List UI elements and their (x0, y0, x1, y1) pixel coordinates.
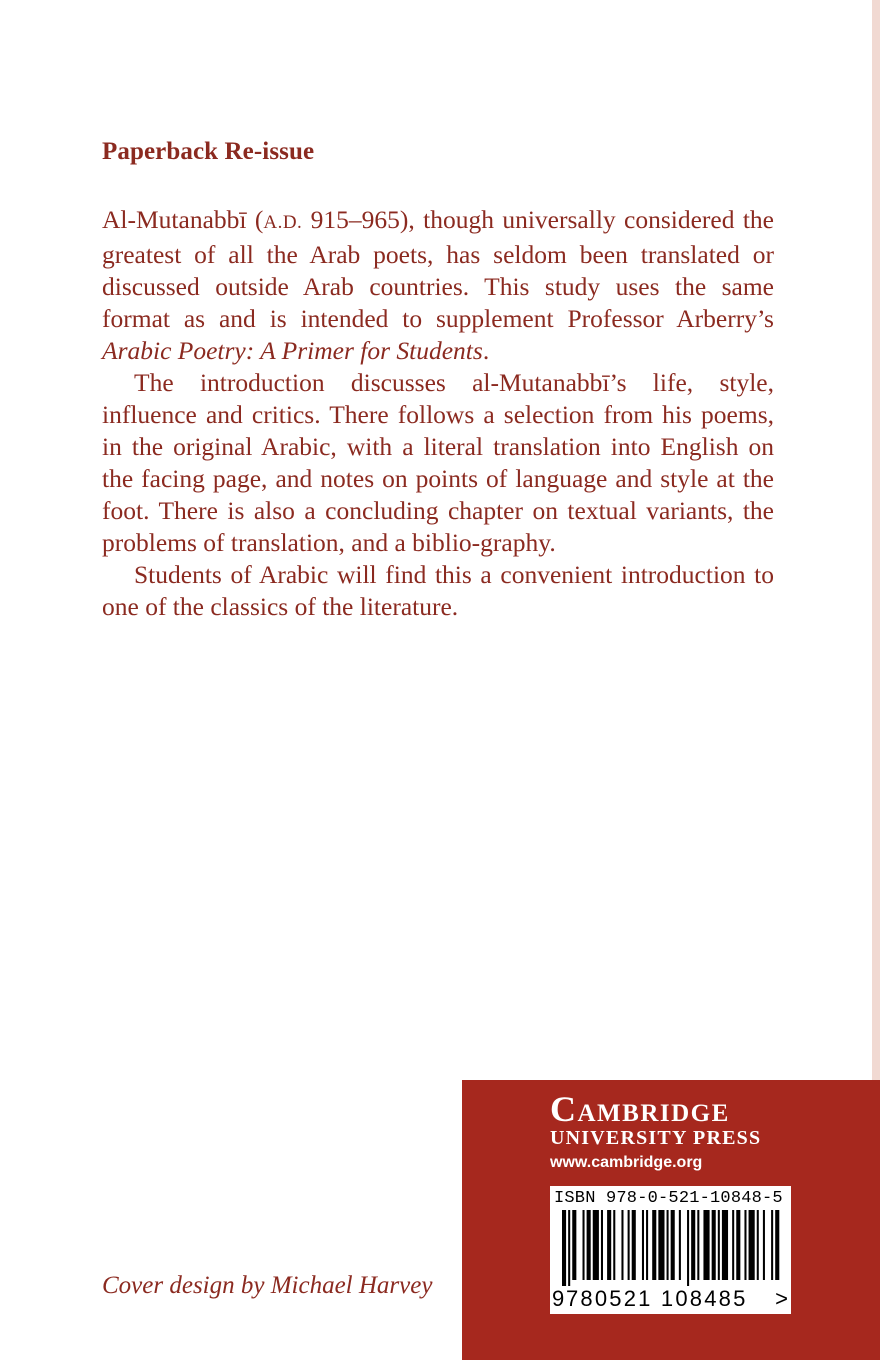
barcode-bar (718, 1210, 720, 1280)
publisher-panel (462, 1080, 880, 1360)
barcode-bar (667, 1210, 669, 1280)
barcode-bar (687, 1210, 689, 1286)
barcode-bar (562, 1210, 566, 1286)
barcode-bar (613, 1210, 615, 1280)
publisher-subtitle: UNIVERSITY PRESS (550, 1127, 762, 1149)
blurb-paragraph-2: The introduction discusses al-Mutanabbī’s life, style, influence and critics. There follows a selection from his poems, in the original Arabic, with a literal translation into English on the facing page, and notes on points of language and style at the foot. There is also a concluding chapter on textual variants, the problems of translation, and a biblio-graphy. (102, 368, 774, 557)
barcode-bar (658, 1210, 664, 1280)
book-title-reference: Arabic Poetry: A Primer for Students (102, 336, 483, 365)
barcode-bar (775, 1210, 779, 1280)
publisher-url[interactable]: www.cambridge.org (550, 1154, 703, 1171)
cover-design-credit: Cover design by Michael Harvey (102, 1272, 433, 1299)
barcode-bar (712, 1210, 716, 1280)
publisher-name: Cambridge (550, 1089, 730, 1129)
barcode-bar (572, 1210, 576, 1280)
cover-edge-strip (872, 0, 880, 1080)
description-blurb (102, 204, 774, 623)
barcode-bar (628, 1210, 630, 1280)
barcode-bar (593, 1210, 599, 1280)
barcode-bar (703, 1210, 709, 1280)
barcode-bar (621, 1210, 623, 1280)
barcode-bar (744, 1210, 746, 1280)
barcode-bar (763, 1210, 765, 1280)
blurb-paragraph-3: Students of Arabic will find this a convenient introduction to one of the classics of the literature. (102, 560, 774, 621)
barcode-bar (697, 1210, 699, 1280)
isbn-label: ISBN 978-0-521-10848-5 (554, 1189, 783, 1208)
barcode-bar (601, 1210, 603, 1280)
barcode-bar (732, 1210, 734, 1280)
barcode-bar (691, 1210, 695, 1280)
barcode-bar (568, 1210, 570, 1286)
barcode-bar (736, 1210, 740, 1280)
barcode-bar (679, 1210, 681, 1280)
barcode-bar (646, 1210, 648, 1280)
barcode-bar (771, 1210, 773, 1280)
barcode-bar (583, 1210, 585, 1280)
barcode-bar (642, 1210, 644, 1280)
barcode-bar (652, 1210, 656, 1280)
barcode-bar (671, 1210, 675, 1280)
barcode-bar (587, 1210, 591, 1280)
barcode-bar (632, 1210, 636, 1280)
barcode-box: ISBN 978-0-521-10848-5 9 780521 108485 > (550, 1186, 791, 1314)
reissue-heading: Paperback Re-issue (102, 138, 315, 165)
barcode-icon (562, 1210, 780, 1286)
barcode-bar (757, 1210, 759, 1280)
barcode-bar (722, 1210, 728, 1280)
barcode-bar (607, 1210, 611, 1280)
blurb-paragraph-1: Al-Mutanabbī (A.D. 915–965), though universally considered the greatest of all the Arab poets, has seldom been translated or discussed outside Arab countries. This study uses the same format as and is intended to supplement Professor Arberry’s Arabic Poetry: A Primer for Students. (102, 205, 774, 365)
barcode-bar (749, 1210, 755, 1280)
